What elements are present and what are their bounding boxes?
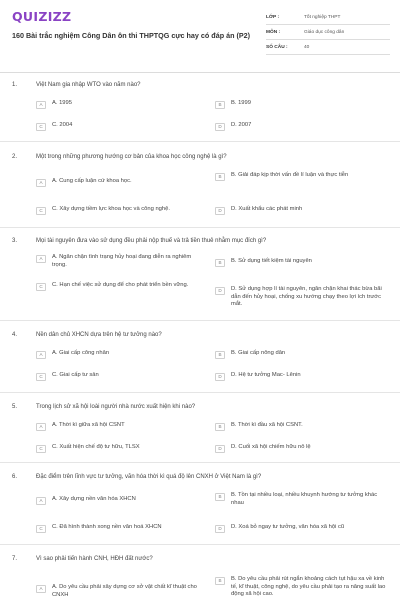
option-letter-box: C [36,207,46,215]
question-divider [0,392,400,393]
meta-key: MÔN : [266,29,281,35]
option-text: B. 1999 [231,100,251,106]
option-letter-box: C [36,373,46,381]
question-2 [0,154,400,238]
answer-option-d[interactable] [215,444,390,453]
option-text: D. 2007 [231,122,252,128]
answer-option-c[interactable] [36,206,204,215]
option-letter-box: C [36,123,46,131]
document-header [0,0,400,62]
option-text: B. Tồn tại nhiều loại, nhiều khuynh hướng tư tưởng khác nhau [231,492,378,506]
option-text: B. Giải đáp kịp thời vấn đề lí luận và thực tiễn [231,172,349,178]
option-letter-box: A [36,351,46,359]
option-letter-box: D [215,287,225,295]
option-text: A. Xây dựng nền văn hóa XHCN [52,496,136,502]
meta-value: 40 [304,44,310,50]
answer-option-a[interactable] [36,254,204,269]
answer-option-a[interactable] [36,496,204,505]
question-3 [0,238,400,332]
option-text: B. Thời kì đầu xã hội CSNT. [231,422,303,428]
question-number: 5. [12,404,18,410]
question-number: 6. [12,474,18,480]
option-letter-box: B [215,351,225,359]
option-text: D. Sử dụng hợp lí tài nguyên, ngăn chặn khai thác bừa bãi dẫn đến hủy hoại, chống xu hướng chạy theo lợi ích trước mắt. [231,286,382,308]
option-text: C. Giai cấp tư sản [52,372,99,378]
meta-key: SỐ CÂU : [266,44,288,50]
option-text: A. Giai cấp công nhân [52,350,110,356]
question-6 [0,474,400,556]
option-letter-box: A [36,101,46,109]
option-text: D. Xoá bỏ ngay tư tưởng, văn hóa xã hội cũ [231,524,345,530]
option-text: B. Do yêu cầu phải rút ngắn khoảng cách tụt hậu xa về kinh tế, kĩ thuật, công nghệ, do yêu cầu phải tạo ra năng suất lao động xã hội cao. [231,576,386,598]
option-text: B. Sử dụng tiết kiệm tài nguyên [231,258,312,264]
question-number: 1. [12,82,18,88]
option-letter-box: C [36,283,46,291]
question-text: Trong lịch sử xã hội loài người nhà nước xuất hiện khi nào? [36,404,196,410]
question-7 [0,556,400,600]
answer-option-b[interactable] [215,350,390,359]
option-letter-box: D [215,207,225,215]
option-text: C. Xuất hiện chế độ tư hữu, TLSX [52,444,140,450]
option-letter-box: D [215,525,225,533]
question-text: Vì sao phải tiến hành CNH, HĐH đất nước? [36,556,153,562]
header-divider [0,72,400,73]
answer-option-a[interactable] [36,100,204,109]
question-1 [0,82,400,154]
question-number: 7. [12,556,18,562]
question-divider [0,320,400,321]
answer-option-a[interactable] [36,584,204,599]
question-4 [0,332,400,404]
question-divider [0,462,400,463]
meta-key: LỚP : [266,14,280,20]
question-divider [0,544,400,545]
answer-option-b[interactable] [215,172,390,181]
answer-option-d[interactable] [215,524,390,533]
answer-option-b[interactable] [215,422,390,431]
option-text: D. Xuất khẩu các phát minh [231,206,303,212]
option-text: C. Đã hình thành xong nền văn hoá XHCN [52,524,162,530]
question-number: 4. [12,332,18,338]
option-letter-box: B [215,173,225,181]
question-text: Việt Nam gia nhập WTO vào năm nào? [36,82,141,88]
option-text: C. Xây dựng tiềm lực khoa học và công nghệ. [52,206,170,212]
option-letter-box: A [36,585,46,593]
option-letter-box: A [36,255,46,263]
answer-option-c[interactable] [36,524,204,533]
answer-option-c[interactable] [36,444,204,453]
option-letter-box: D [215,123,225,131]
answer-option-b[interactable] [215,492,390,507]
question-text: Đặc điểm trên lĩnh vực tư tưởng, văn hóa thời kì quá độ lên CNXH ở Việt Nam là gì? [36,474,262,480]
option-letter-box: D [215,373,225,381]
meta-value: Tốt nghiệp THPT [304,14,341,20]
option-text: A. Ngăn chặn tình trạng hủy hoại đang diễn ra nghiêm trọng. [52,254,192,268]
question-list [0,82,400,600]
answer-option-c[interactable] [36,122,204,131]
question-text: Một trong những phương hướng cơ bản của khoa học công nghệ là gì? [36,154,227,160]
option-text: C. Hạn chế việc sử dụng để cho phát triển bền vững. [52,282,189,288]
meta-row-count [266,40,390,55]
meta-row-subject [266,25,390,40]
option-letter-box: C [36,445,46,453]
option-letter-box: B [215,423,225,431]
answer-option-a[interactable] [36,178,204,187]
answer-option-a[interactable] [36,350,204,359]
answer-option-c[interactable] [36,372,204,381]
answer-option-b[interactable] [215,258,390,267]
meta-value: Giáo dục công dân [304,29,345,35]
quizizz-logo: QUIZIZZ [12,9,72,24]
option-letter-box: A [36,423,46,431]
option-letter-box: B [215,259,225,267]
answer-option-a[interactable] [36,422,204,431]
option-text: A. Cung cấp luận cứ khoa học. [52,178,132,184]
option-text: D. Cuối xã hội chiếm hữu nô lệ [231,444,311,450]
question-text: Nền dân chủ XHCN dựa trên hệ tư tưởng nào? [36,332,162,338]
meta-row-grade [266,10,390,25]
answer-option-d[interactable] [215,122,390,131]
answer-option-b[interactable] [215,576,390,599]
question-divider [0,141,400,142]
meta-table [266,10,390,55]
question-text: Mọi tài nguyên đưa vào sử dụng đều phải nộp thuế và trả tiền thuê nhằm mục đích gì? [36,238,267,244]
option-text: D. Hệ tư tưởng Mac- Lênin [231,372,301,378]
answer-option-d[interactable] [215,206,390,215]
option-text: A. 1995 [52,100,72,106]
answer-option-d[interactable] [215,286,390,309]
option-letter-box: A [36,179,46,187]
answer-option-c[interactable] [36,282,204,291]
option-letter-box: B [215,101,225,109]
option-text: A. Thời kì giữa xã hội CSNT [52,422,125,428]
document-title: 160 Bài trắc nghiệm Công Dân ôn thi THPTQG cực hay có đáp án (P2) [12,31,251,40]
answer-option-b[interactable] [215,100,390,109]
question-5 [0,404,400,474]
option-letter-box: B [215,577,225,585]
option-letter-box: C [36,525,46,533]
option-letter-box: A [36,497,46,505]
option-text: C. 2004 [52,122,73,128]
option-text: A. Do yêu cầu phải xây dựng cơ sở vật chất kĩ thuật cho CNXH [52,584,197,598]
question-divider [0,227,400,228]
option-letter-box: B [215,493,225,501]
question-number: 3. [12,238,18,244]
answer-option-d[interactable] [215,372,390,381]
option-text: B. Giai cấp nông dân [231,350,286,356]
option-letter-box: D [215,445,225,453]
question-number: 2. [12,154,18,160]
